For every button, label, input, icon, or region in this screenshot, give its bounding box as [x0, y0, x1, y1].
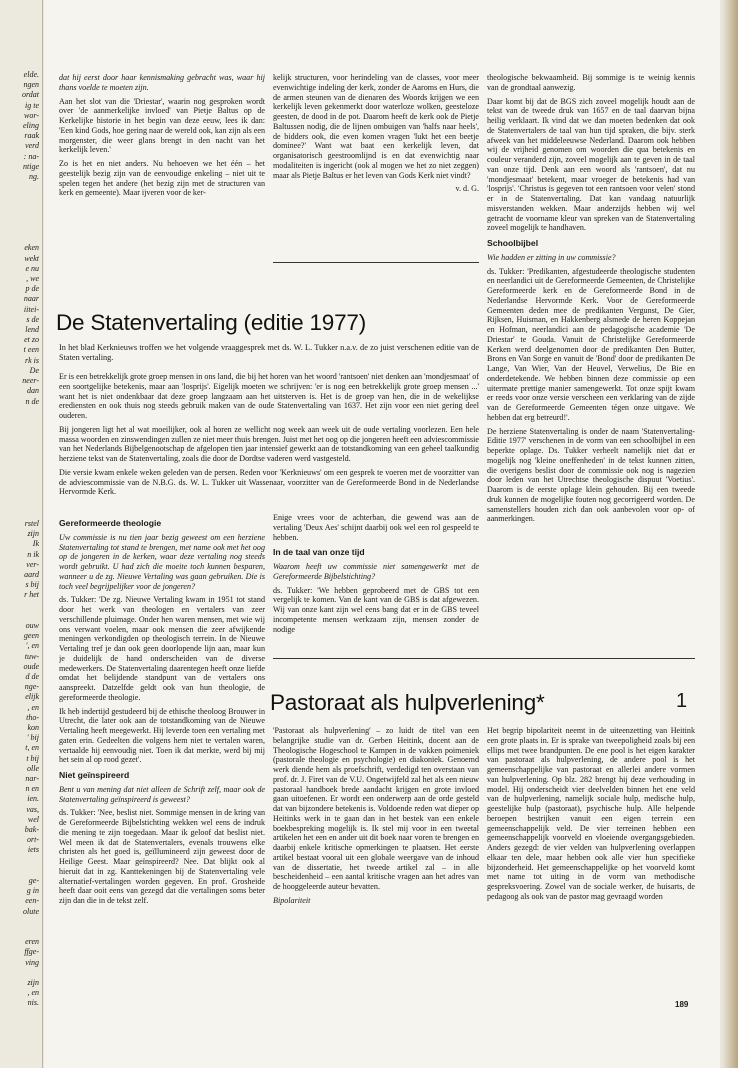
paragraph: Wie hadden er zitting in uw commissie?: [487, 252, 616, 262]
edge-fragment: nis.: [27, 998, 39, 1008]
section-heading: Niet geïnspireerd: [59, 770, 130, 780]
paragraph: ds. Tukker: 'Nee, beslist niet. Sommige mensen in de kring van de Gereformeerde Bijbelstichting wekken wel eens de indruk die mening te zijn toegedaan. Maar ik geloof dat beslist niet. Wel meen ik dat de Statenvertalers, evenals trouwens elke christen als het goed is, geïllumineerd zijn geweest door de Heilige Geest. Maar geïnspireerd? Nee. Dat blijkt ook al hieruit dat in zg. Kanttekeningen bij de Statenvertaling vele alternatief-vertalingen worden gegeven. En prof. Grosheide heeft daar ooit eens van gezegd dat die vertalingen soms beter zijn dan die in de tekst zelf.: [59, 808, 265, 905]
edge-fragment: ngen: [23, 80, 39, 90]
edge-fragment: een-: [25, 896, 39, 906]
edge-fragment: aard: [24, 569, 39, 579]
edge-fragment: olute: [23, 906, 39, 916]
edge-fragment: [0, 611, 42, 621]
edge-fragment: p de: [25, 284, 39, 294]
statenvertaling-lead: [59, 372, 479, 501]
edge-fragment: lend: [25, 325, 39, 335]
edge-fragment: [0, 856, 42, 866]
paragraph: Bipolariteit: [273, 895, 311, 905]
paragraph: v. d. G.: [455, 184, 479, 194]
edge-fragment: d de: [25, 671, 39, 681]
edge-fragment: [0, 968, 42, 978]
paragraph: ds. Tukker: 'Predikanten, afgestudeerde theologische studenten en neerlandici uit de Gereformeerde Gemeenten, de Christelijke Gereformeerde kerk en de Gereformeerde Bond in de Nederlandse Hervormde Kerk. Voor de Gereformeerde Gemeenten deden mee de predikanten Vergunst, De Gier, Rijksen, Huisman, en Hakkenberg alsmede de heren Koppejan en Hofman, neerlandici aan de pedagogische academie 'De Driestar' te Gouda. Vanuit de Christelijke Gereformeerde Kerken werd deelgenomen door de predikanten Den Butter, Brons en Van Sorge en vanuit de 'Bond' door de predikanten De Lange, Van Wier, Van der Heuvel, Verwelius, De Bie en onderdetekende. We hebben binnen deze commissie op een uitermate prettige manier samengewerkt. Tot onze spijt kwam er reeds voor onze versie verscheen een verklaring van de zijde van de Gereformeerde Gemeenten tégen onze uitgave. We hebben dat erg betreurd!'.: [487, 266, 695, 422]
edge-fragment: rk is: [25, 355, 39, 365]
edge-fragment: ver-: [26, 559, 39, 569]
edge-fragment: [0, 927, 42, 937]
edge-fragment: : na-: [23, 151, 39, 161]
edge-fragment: rstel: [24, 518, 39, 528]
edge-fragment: ordat: [21, 90, 39, 100]
pastoraat-right-column: [487, 726, 695, 984]
paragraph: Uw commissie is nu tien jaar bezig geweest om een herziene Statenvertaling tot stand te brengen, met name ook met het oog op de jongeren in de kerken, waar deze vertaling nog steeds wordt gebruikt. U had zich die moeite toch kunnen besparen, wanneer u de zg. Nieuwe Vertaling was gaan gebruiken. Die is toch veel begrijpelijker voor de jongeren?: [59, 532, 265, 591]
edge-fragment: eling: [23, 121, 39, 131]
edge-fragment: wekt: [24, 253, 39, 263]
edge-fragment: [0, 437, 42, 447]
edge-fragment: Ik: [32, 539, 39, 549]
edge-fragment: [0, 407, 42, 417]
paragraph: Het begrip bipolariteit neemt in de uiteenzetting van Heitink een grote plaats in. Er is sprake van tweepoligheid zoals bij een ellips met twee brandpunten. De ene pool is het eigen karakter van pastoraat als hulpverlening, de andere pool is het gemeenschappelijke van pastoraat en allerlei andere vormen van hulpverlening. Op blz. 282 brengt hij deze verhouding in model. Hij onderscheidt vier deelvelden binnen het ene veld van de hulpverlening, namelijk sociale hulp, medische hulp, geestelijke hulp (pastoraat), psychische hulp. Alle helpende beroepen bestrijken vanuit een eigen terrein een gemeenschappelijk veld. De vier terreinen hebben een gemeenschappelijk voorveld en vloeiende overgangsgebieden. Anders gezegd: de vier velden van hulpverlening overlappen elkaar ten dele, maar hebben ook alle vier hun specifieke bijzonderheid. Het gemeenschappelijke op het voorveld komt met name tot uiting in de vorm van methodische gespreksvoering. Zowel van de sociale werker, de huisarts, de pedagoog als ook van de pastor mag gevraagd worden: [487, 726, 695, 901]
edge-fragment: dan: [27, 386, 39, 396]
edge-fragment: et zo: [24, 335, 39, 345]
edge-fragment: ', en: [25, 641, 39, 651]
edge-fragment: verd: [25, 141, 39, 151]
edge-fragment: [0, 458, 42, 468]
edge-fragment: De: [29, 365, 39, 375]
edge-fragment: ffge-: [24, 947, 39, 957]
paragraph: Aan het slot van die 'Driestar', waarin nog gesproken wordt over 'de aanmerkelijke invloed' van Pietje Baltus op de Kerkelijke historie in het begin van deze eeuw, lees ik dan: 'Een kind Gods, hoe gering naar de wereld ook, kan zijn als een morgenster, die weer glans brengt in den nacht van het kerkelijk leven.': [59, 96, 265, 155]
edge-fragment: n ik: [27, 549, 39, 559]
paragraph: Bent u van mening dat niet alleen de Schrift zelf, maar ook de Statenvertaling geïnspireerd is geweest?: [59, 784, 265, 804]
edge-fragment: tuw-: [24, 651, 39, 661]
paragraph: Ik heb indertijd gestudeerd bij de ethische theoloog Brouwer in Utrecht, die later ook aan de totstandkoming van de Nieuwe Vertaling heeft meegewerkt. Hij leverde toen een vertaling met gaten erin. Gedeelten die volgens hem niet te vertalen waren, vertaalde hij eenvoudig niet. Toen ik dat merkte, werd bij mij het sein al op rood gezet'.: [59, 706, 265, 765]
edge-fragment: ng.: [29, 172, 39, 182]
edge-fragment: g in: [26, 886, 39, 896]
section-heading: Gereformeerde theologie: [59, 518, 162, 528]
edge-fragment: [0, 499, 42, 509]
edge-fragment: n en: [25, 784, 39, 794]
statenvertaling-intro: In het blad Kerknieuws troffen we het volgende vraaggesprek met ds. W. L. Tukker n.a.v. de zo juist verschenen editie van de Staten vertaling.: [59, 343, 479, 362]
edge-fragment: nar-: [25, 774, 39, 784]
pastoraat-left-column: [273, 726, 479, 994]
edge-fragment: zijn: [27, 529, 39, 539]
article-part-number: 1: [676, 690, 688, 712]
edge-fragment: [0, 192, 42, 202]
edge-fragment: ving: [25, 957, 39, 967]
edge-fragment: iets: [27, 845, 39, 855]
edge-fragment: [0, 417, 42, 427]
top-column-2: [273, 73, 479, 259]
edge-fragment: elde.: [23, 70, 39, 79]
edge-fragment: [0, 448, 42, 458]
edge-fragment: nge-: [24, 682, 39, 692]
edge-fragment: [0, 488, 42, 498]
edge-fragment: t een: [23, 345, 39, 355]
paragraph: kelijk structuren, voor herindeling van de classes, voor meer evenwichtige indeling der kerk, zonder de Aaroms en Hurs, die de armen steunen van de dienaren des Woords krijgen we een kerkelijk leven gekenmerkt door waterloze wolken, geesteloze geesten, de dood in de pot. Daarom heeft de kerk ook de Pietje Baltussen nodig, die de lijnen ombuigen van 'halfs naar heels', de bidders ook, die even komen vragen 'lukt het een beetje dominee?' Want wat baat een kerkelijk leven, dat organisatorisch geestroomlijnd is en dat evenwichtig naar modaliteiten is ingericht (ook al mogen we het zo niet zeggen) maar als Pietje Baltus er het leven van Gods Kerk niet vindt?: [273, 73, 479, 180]
edge-fragment: raak: [24, 131, 39, 141]
paragraph: Zo is het en niet anders. Nu behoeven we het één – het geestelijk bezig zijn van de eenvoudige enkeling – niet uit te spelen tegen het andere (het bezig zijn met de structuren van kerk en gemeente). Maar ijveren voor de ker-: [59, 159, 265, 198]
paragraph: Er is een betrekkelijk grote groep mensen in ons land, die bij het horen van het woord 'rantsoen' niet denken aan 'mondjesmaat' of een soortgelijke betekenis, maar aan 'losprijs'. Eigelijk moeten we schrijven: 'er is nog een betrekkelijk grote groep mensen ...' want het is niet ondenkbaar dat deze groep langzaam aan het uitsterven is. Het is de groep van hen, die in de wekelijkse erediensten en ook thuis nog steeds gebruik maken van de oude Statenvertaling van 1637. Het zijn voor een niet gering deel ouderen.: [59, 372, 479, 420]
edge-fragment: wor-: [24, 110, 39, 120]
edge-fragment: tho-: [26, 712, 39, 722]
article-separator-rule: [273, 658, 695, 659]
section-heading: Schoolbijbel: [487, 238, 539, 248]
paragraph: Die versie kwam enkele weken geleden van de persen. Reden voor 'Kerknieuws' om een gesprek te voeren met de voorzitter van de adviescommissie van de N.B.G. ds. W. L. Tukker uit Wassenaar, voorzitter van de Gereformeerde Bond in de Nederlandse Hervormde Kerk.: [59, 467, 479, 497]
edge-fragment: [0, 427, 42, 437]
edge-fragment: [0, 601, 42, 611]
edge-fragment: zijn: [27, 978, 39, 988]
edge-fragment: [0, 233, 42, 243]
paragraph: De herziene Statenvertaling is onder de naam 'Statenvertaling-Editie 1977' verschenen in de vorm van een schoolbijbel in een beperkte oplage. Ds. Tukker verheelt namelijk niet dat er mogelijk nog 'kleine oneffenheden' in de tekst kunnen zitten, die overigens beslist door de commissie ook nog is nagezien door leden van het Utrechtse theologische dispuut 'Voetius'. Daarom is de eerste oplage klein gehouden. Bij een tweede druk kunnen de mogelijke fouten nog gecorrigeerd worden. De samenstellers houden zich dan ook aanbevolen voor op- of aanmerkingen.: [487, 426, 695, 524]
edge-fragment: ge-: [28, 876, 39, 886]
edge-fragment: [0, 203, 42, 213]
edge-fragment: [0, 509, 42, 519]
edge-fragment: [0, 223, 42, 233]
edge-fragment: olle: [27, 763, 39, 773]
edge-fragment: [0, 917, 42, 927]
paragraph: dat hij eerst door haar kennismaking gebracht was, waar hij thans voelde te moeten zijn.: [59, 73, 265, 92]
edge-fragment: , en: [27, 988, 39, 998]
edge-fragment: [0, 478, 42, 488]
paragraph: 'Pastoraat als hulpverlening' – zo luidt de titel van een belangrijke studie van dr. Gerben Heitink, docent aan de Theologische Hogeschool te Kampen in de vakken poimeniek (pastorale theologie en psychologie) en diakoniek. Genoemd werk diende hem als proefschrift, verdedigd ten overstaan van prof. dr. J. Firet van de V.U. Ongetwijfeld zal het als een nieuw pastoraal handboek brede aandacht krijgen en grote invloed gaan uitoefenen. Er wordt een onderwerp aan de orde gesteld dat van bijzondere betekenis is. Voldoende reden wat dieper op Heitinks werk in te gaan dan in het bestek van een enkele boekbespreking mogelijk is. Ik stel mij voor in een tweetal artikelen het een en ander uit dit boek naar voren te brengen en daarbij enkele kritische opmerkingen te plaatsen. Het eerste artikel bestaat vooral uit een globale weergave van de inhoud van de dissertatie, het tweede artikel zal – in alle bescheidenheid – een aantal kritische vragen aan het adres van de hooggeleerde auteur bevatten.: [273, 726, 479, 891]
paragraph: theologische bekwaamheid. Bij sommige is te weinig kennis van de grondtaal aanwezig.: [487, 73, 695, 92]
edge-fragment: ' bij: [26, 733, 39, 743]
statenvertaling-title: De Statenvertaling (editie 1977): [56, 310, 367, 335]
edge-fragment: ien.: [27, 794, 39, 804]
edge-fragment: , en: [27, 702, 39, 712]
statenvertaling-left-column: [59, 513, 265, 975]
paragraph: Bij jongeren ligt het al wat moeilijker, ook al horen ze wellicht nog week aan week uit de oude vertaling voorlezen. Een hele massa woorden en zinswendingen zullen ze niet meer thuis brengen. Juist met het oog op die jongeren heeft een adviescommissie van het Nederlands Bijbelgenootschap de afgelopen tien jaar intensief gewerkt aan de totstandkoming van een geheel taalkundig herziene tekst van de Statenvertaling, zoals die door de Dordtse vaderen werd vastgesteld.: [59, 424, 479, 463]
edge-fragment: s bij: [25, 580, 39, 590]
edge-fragment: s de: [26, 314, 39, 324]
edge-fragment: [0, 213, 42, 223]
edge-fragment: wel: [27, 814, 39, 824]
edge-fragment: ntige: [23, 161, 39, 171]
magazine-page: [44, 0, 720, 1068]
edge-fragment: ig te: [25, 100, 39, 110]
edge-fragment: [0, 866, 42, 876]
edge-fragment: ort-: [27, 835, 39, 845]
paragraph: Daar komt bij dat de BGS zich zoveel mogelijk houdt aan de tekst van de tweede druk van 1657 en de taal daarvan bijna heilig verklaart. Ik vind dat we dan moeten bedenken dat ook de Statenvertalers de taal van hun tijd spraken, die bijv. sterk afweek van het middeleeuwse Nederland. Daarom ook hebben wij de vrijheid genomen om woorden die qua betekenis en couleur veranderd zijn, zoveel mogelijk aan te geven in de taal van onze tijd. Denk aan een woord als 'rantsoen', dat nu 'mondjesmaat' betekent, maar vroeger de betekenis had van 'losprijs'. 'Christus is gegeven tot een rantsoen voor velen' stond er in de Statenvertaling. Dat kan vandaag natuurlijk misverstanden wekken. Maar anderzijds hebben wij wel getracht de voorname kleur van spreken van de Statenvertaling zoveel mogelijk te handhaven.: [487, 96, 695, 233]
edge-fragment: oude: [23, 661, 39, 671]
edge-fragment: naar: [23, 294, 39, 304]
edge-fragment: t bij: [26, 753, 39, 763]
paragraph: Enige vrees voor de achterban, die gewend was aan de vertaling 'Deux Aes' schijnt daarbij ook wel een rol gespeeld te hebben.: [273, 513, 479, 542]
pastoraat-title: Pastoraat als hulpverlening*: [270, 690, 545, 715]
edge-fragment: vas,: [26, 804, 39, 814]
edge-fragment: , we: [26, 274, 39, 284]
paragraph: Waarom heeft uw commissie niet samengewerkt met de Gereformeerde Bijbelstichting?: [273, 562, 479, 581]
page-number: 189: [675, 1000, 689, 1009]
edge-fragment: [0, 468, 42, 478]
edge-fragment: geen: [23, 631, 39, 641]
edge-fragment: eren: [25, 937, 39, 947]
top-separator-rule: [273, 262, 479, 263]
edge-fragment: iitei-: [23, 304, 39, 314]
section-heading: In de taal van onze tijd: [273, 547, 365, 558]
statenvertaling-middle-column: [273, 513, 479, 653]
edge-fragment: neer-: [22, 376, 39, 386]
edge-fragment: ouw: [25, 620, 39, 630]
facing-page-edge: [0, 0, 43, 1068]
edge-fragment: r het: [24, 590, 39, 600]
edge-fragment: n de: [25, 396, 39, 406]
edge-fragment: kon: [27, 723, 39, 732]
edge-fragment: [0, 182, 42, 192]
edge-fragment: elijk: [25, 692, 39, 702]
edge-fragment: t, en: [25, 743, 39, 753]
edge-fragment: e nu: [25, 263, 39, 273]
paragraph: ds. Tukker: 'De zg. Nieuwe Vertaling kwam in 1951 tot stand door het werk van theologen en vertalers van zeer verschillende pluimage. Onder hen waren mensen, met wie wij ons verwant voelen, maar ook mensen die zeer afwijkende meningen verkondigden op theologisch terrein. In de Nieuwe Vertaling tref je dan ook geen doorlopende lijn aan, maar kun je duidelijk de hand onderscheiden van de diverse medewerkers. De Statenvertaling daarentegen heeft onze liefde omdat het belijdende standpunt van de vertalers ons aanspreekt. Datzelfde geldt ook van hun theologie, de gereformeerde theologie.: [59, 595, 265, 702]
edge-fragment: eken: [24, 243, 39, 253]
edge-fragment: bak-: [24, 825, 39, 835]
right-column-statenvertaling: [487, 73, 695, 694]
book-spine-shadow: [722, 0, 738, 1068]
top-column-1: [59, 73, 265, 259]
paragraph: ds. Tukker: 'We hebben geprobeerd met de GBS tot een vergelijk te komen. Van de kant van de GBS is dat afgewezen. Wij van onze kant zijn wel eens bang dat er in de GBS teveel incompetente mensen werkzaam zijn, mensen zonder de nodige: [273, 585, 479, 634]
